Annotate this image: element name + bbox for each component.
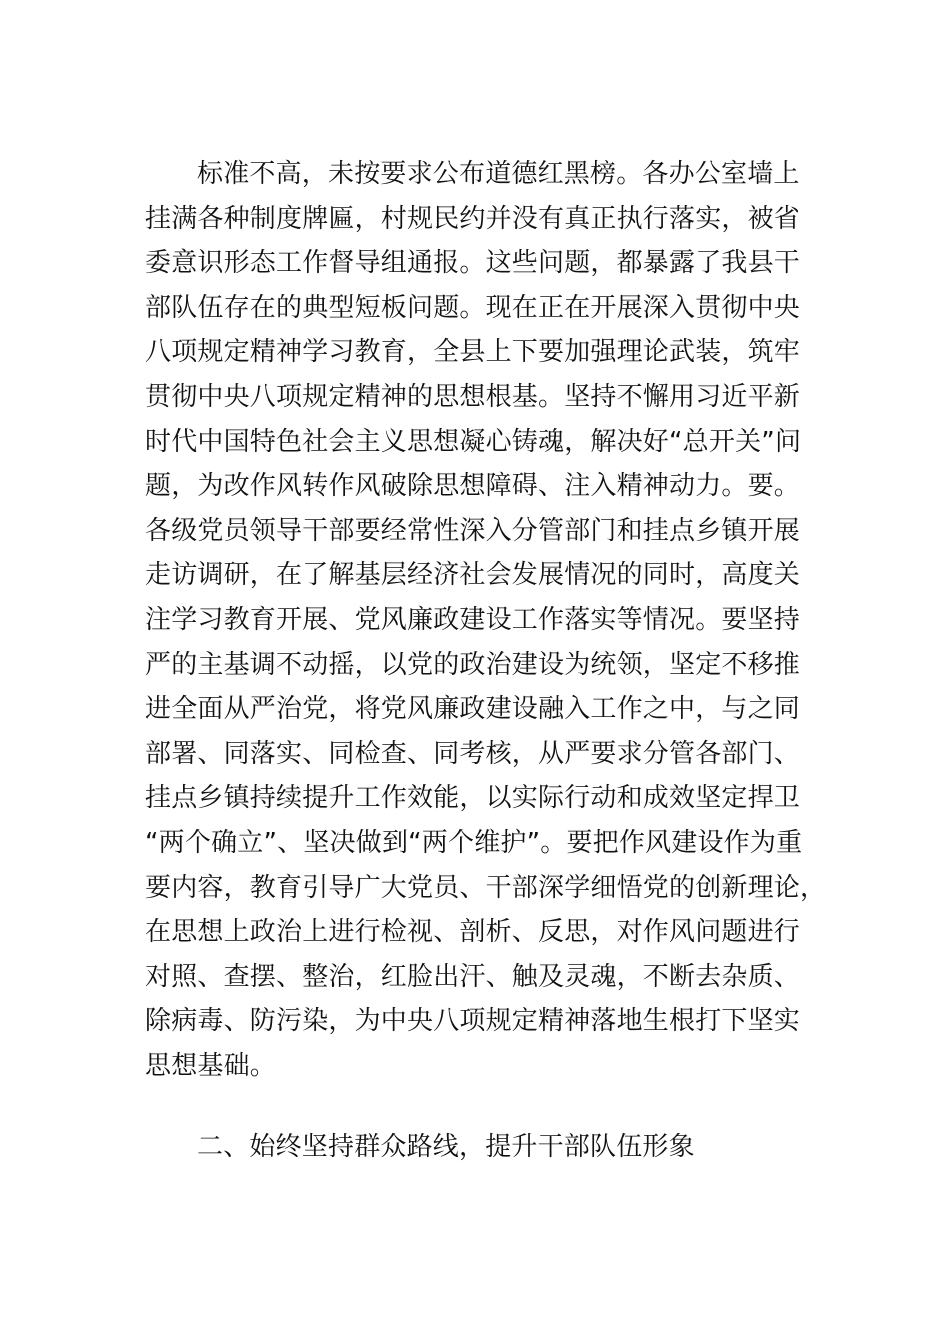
- paragraph-line: 严的主基调不动摇，以党的政治建设为统领，坚定不移推: [145, 649, 801, 680]
- paragraph-line: 注学习教育开展、党风廉政建设工作落实等情况。要坚持: [145, 604, 801, 635]
- paragraph-line: 在思想上政治上进行检视、剖析、反思，对作风问题进行: [145, 917, 801, 948]
- paragraph-line: 标准不高，未按要求公布道德红黑榜。各办公室墙上: [197, 159, 800, 189]
- paragraph-line: 委意识形态工作督导组通报。这些问题，都暴露了我县干: [145, 248, 801, 279]
- paragraph-line: 挂满各种制度牌匾，村规民约并没有真正执行落实，被省: [145, 203, 801, 234]
- paragraph-line: 题，为改作风转作风破除思想障碍、注入精神动力。要。: [145, 471, 801, 502]
- body-paragraph: [145, 152, 827, 1088]
- paragraph-line: 思想基础。: [145, 1050, 277, 1081]
- paragraph-line: 各级党员领导干部要经常性深入分管部门和挂点乡镇开展: [145, 515, 801, 546]
- paragraph-line: 进全面从严治党，将党风廉政建设融入工作之中，与之同: [145, 694, 801, 725]
- paragraph-line: 时代中国特色社会主义思想凝心铸魂，解决好“总开关”问: [145, 426, 802, 457]
- paragraph-line: 挂点乡镇持续提升工作效能，以实际行动和成效坚定捍卫: [145, 783, 801, 814]
- paragraph-line: 除病毒、防污染，为中央八项规定精神落地生根打下坚实: [145, 1006, 801, 1037]
- paragraph-line: 要内容，教育引导广大党员、干部深学细悟党的创新理论，: [145, 872, 827, 903]
- section-heading: 二、始终坚持群众路线，提升干部队伍形象: [197, 1132, 695, 1162]
- paragraph-line: “两个确立”、坚决做到“两个维护”。要把作风建设作为重: [145, 827, 803, 858]
- paragraph-line: 贯彻中央八项规定精神的思想根基。坚持不懈用习近平新: [145, 381, 801, 412]
- paragraph-line: 八项规定精神学习教育，全县上下要加强理论武装，筑牢: [145, 337, 801, 368]
- paragraph-line: 对照、查摆、整治，红脸出汗、触及灵魂，不断去杂质、: [145, 961, 801, 992]
- paragraph-line: 部署、同落实、同检查、同考核，从严要求分管各部门、: [145, 738, 801, 769]
- paragraph-line: 走访调研，在了解基层经济社会发展情况的同时，高度关: [145, 560, 801, 591]
- paragraph-line: 部队伍存在的典型短板问题。现在正在开展深入贯彻中央: [145, 292, 801, 323]
